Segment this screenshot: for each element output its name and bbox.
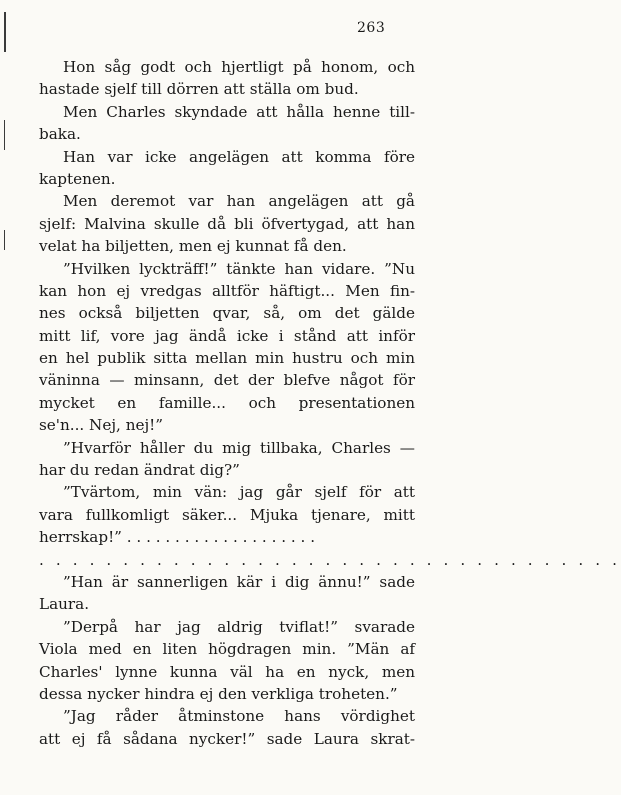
text-line: kan hon ej vredgas alltför häftigt... Men fin- [39, 281, 415, 300]
text-line: velat ha biljetten, men ej kunnat få den. [39, 237, 347, 256]
page-edge-mark [4, 230, 5, 250]
text-line: att ej få sådana nycker!” sade Laura skrat- [39, 729, 415, 748]
text-line: en hel publik sitta mellan min hustru och min [39, 349, 415, 368]
text-line: Charles' lynne kunna väl ha en nyck, men [39, 662, 415, 681]
text-line: ”Jag råder åtminstone hans vördighet [63, 707, 415, 726]
text-line: väninna — minsann, det der blefve något för [39, 371, 415, 390]
text-line: Hon såg godt och hjertligt på honom, och [63, 58, 415, 76]
text-line: baka. [39, 125, 81, 144]
text-line: ”Hvarför håller du mig tillbaka, Charles — [63, 438, 415, 457]
text-line: Han var icke angelägen att komma före [63, 147, 415, 166]
text-line: herrskap!” . . . . . . . . . . . . . . . . . . . . [39, 528, 316, 547]
text-line: se'n... Nej, nej!” [39, 416, 164, 435]
text-line: Men Charles skyndade att hålla henne till- [63, 102, 415, 121]
body-text [39, 56, 621, 750]
text-line: Viola med en liten högdragen min. ”Män af [39, 640, 415, 659]
text-line: ”Derpå har jag aldrig tviflat!” svarade [63, 617, 415, 636]
text-line: ”Han är sannerligen kär i dig ännu!” sade [63, 572, 415, 591]
text-line: ”Hvilken lyckträff!” tänkte han vidare. ”Nu [63, 259, 415, 278]
text-line: ”Tvärtom, min vän: jag går sjelf för att [63, 483, 415, 502]
text-line: hastade sjelf till dörren att ställa om bud. [39, 80, 359, 99]
text-line: vara fullkomligt säker... Mjuka tjenare, mitt [39, 505, 415, 524]
page-edge-mark [4, 12, 6, 52]
text-line: mycket en famille... och presentationen [39, 393, 415, 412]
text-line: . . . . . . . . . . . . . . . . . . . . . . . . . . . . . . . . . . . [39, 550, 621, 569]
text-line: Laura. [39, 595, 90, 614]
text-line: Men deremot var han angelägen att gå [63, 192, 415, 211]
page-edge-mark [4, 120, 5, 150]
text-line: har du redan ändrat dig?” [39, 461, 240, 480]
page-number: 263 [357, 20, 386, 36]
text-line: sjelf: Malvina skulle då bli öfvertygad, att han [39, 214, 415, 233]
text-line: dessa nycker hindra ej den verkliga troheten.” [39, 684, 398, 703]
text-line: nes också biljetten qvar, så, om det gälde [39, 304, 415, 323]
text-line: kaptenen. [39, 169, 116, 188]
text-line: mitt lif, vore jag ändå icke i stånd att inför [39, 326, 415, 345]
